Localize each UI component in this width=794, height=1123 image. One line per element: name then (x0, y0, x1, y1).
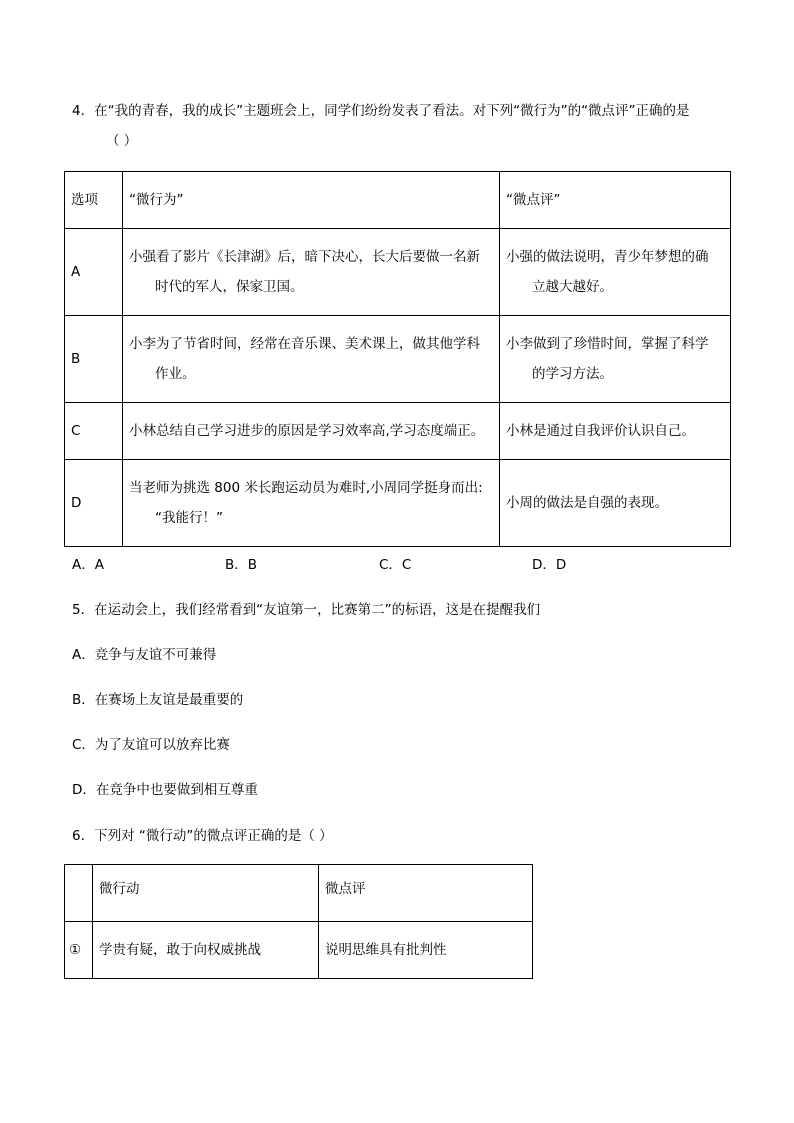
header-comment: 微点评 (319, 865, 533, 922)
behavior-line: 小李为了节省时间，经常在音乐课、美术课上，做其他学科 (129, 336, 480, 352)
option-cell: A (65, 229, 123, 316)
option-a[interactable]: A．竞争与友谊不可兼得 (72, 647, 217, 663)
option-cell: D (65, 460, 123, 547)
question-4-stem (72, 96, 732, 156)
question-6-table (64, 864, 533, 979)
header-comment: “微点评” (500, 172, 731, 229)
table-row-c (65, 403, 731, 460)
behavior-cell (123, 316, 500, 403)
question-5-stem: 5．在运动会上，我们经常看到“友谊第一，比赛第二”的标语，这是在提醒我们 (72, 602, 541, 618)
header-action: 微行动 (93, 865, 319, 922)
comment-cell (500, 316, 731, 403)
option-c[interactable]: C．为了友谊可以放弃比赛 (72, 737, 230, 753)
table-row-b (65, 316, 731, 403)
behavior-line: 当老师为挑选 800 米长跑运动员为难时,小周同学挺身而出: (129, 480, 483, 496)
comment-line: 小强的做法说明，青少年梦想的确 (506, 249, 709, 265)
table-row-d (65, 460, 731, 547)
option-a[interactable]: A．A (72, 557, 104, 573)
comment-cell (500, 229, 731, 316)
option-cell: B (65, 316, 123, 403)
question-4-answer-blank: （ ） (106, 133, 138, 149)
question-4-options (72, 553, 732, 577)
comment-cell: 小周的做法是自强的表现。 (500, 460, 731, 547)
header-number (65, 865, 93, 922)
behavior-line: 小强看了影片《长津湖》后，暗下决心，长大后要做一名新 (129, 249, 480, 265)
option-cell: C (65, 403, 123, 460)
action-cell: 学贵有疑，敢于向权威挑战 (93, 922, 319, 979)
behavior-cell (123, 229, 500, 316)
comment-cell: 说明思维具有批判性 (319, 922, 533, 979)
table-header-row (65, 865, 533, 922)
table-row (65, 922, 533, 979)
question-4-stem-line1: 4．在“我的青春，我的成长”主题班会上，同学们纷纷发表了看法。对下列“微行为”的“微点评”正确的是 (72, 103, 690, 119)
option-b[interactable]: B．在赛场上友谊是最重要的 (72, 692, 244, 708)
behavior-cell: 小林总结自己学习进步的原因是学习效率高,学习态度端正。 (123, 403, 500, 460)
behavior-line: 时代的军人，保家卫国。 (155, 279, 304, 295)
behavior-line: 作业。 (155, 366, 196, 382)
header-option: 选项 (65, 172, 123, 229)
behavior-line: “我能行！” (155, 510, 223, 526)
option-c[interactable]: C．C (379, 557, 412, 573)
option-d[interactable]: D．在竞争中也要做到相互尊重 (72, 782, 258, 798)
option-d[interactable]: D．D (532, 557, 567, 573)
table-row-a (65, 229, 731, 316)
comment-line: 立越大越好。 (532, 279, 613, 295)
table-header-row (65, 172, 731, 229)
option-b[interactable]: B．B (225, 557, 258, 573)
row-number: ① (65, 922, 93, 979)
question-6-stem: 6．下列对 “微行动”的微点评正确的是（ ） (72, 828, 333, 844)
comment-line: 小李做到了珍惜时间，掌握了科学 (506, 336, 709, 352)
comment-line: 的学习方法。 (532, 366, 613, 382)
question-4-table (64, 171, 731, 547)
header-behavior: “微行为” (123, 172, 500, 229)
comment-cell: 小林是通过自我评价认识自己。 (500, 403, 731, 460)
behavior-cell (123, 460, 500, 547)
